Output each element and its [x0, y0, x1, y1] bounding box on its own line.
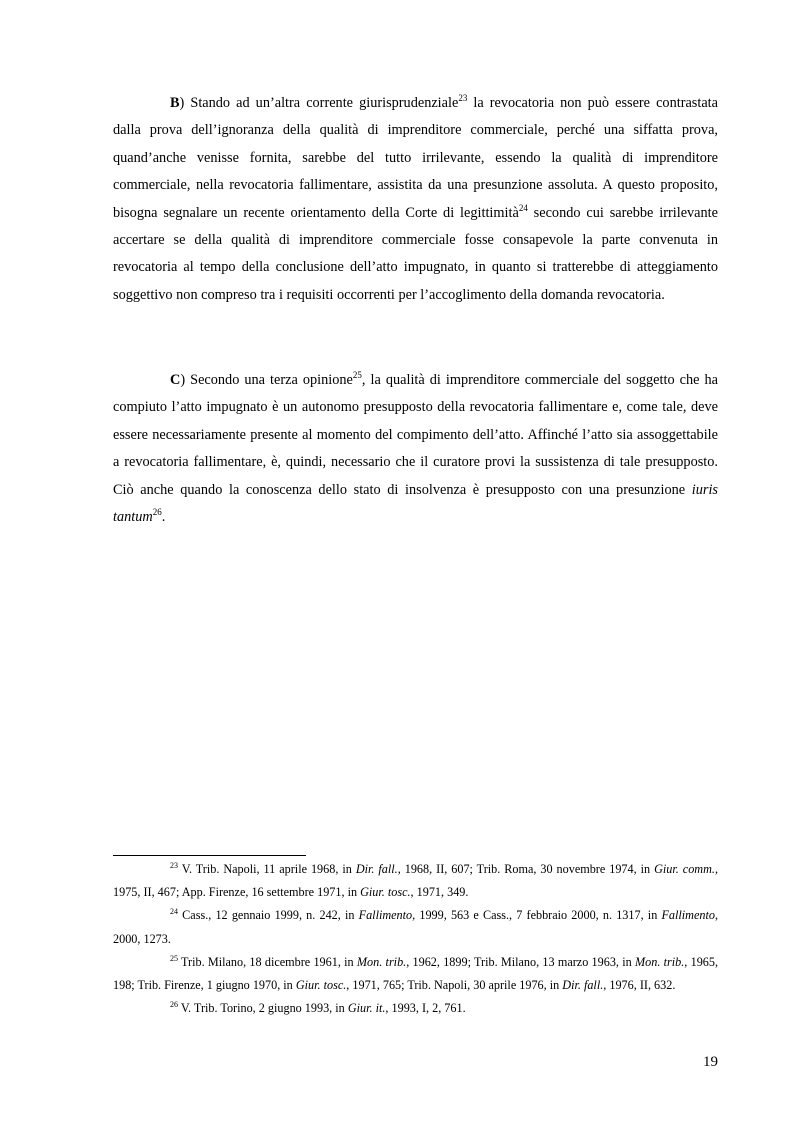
paragraph-b	[113, 90, 718, 309]
paragraph-c-text-1: ) Secondo una terza opinione	[180, 372, 353, 388]
footnote-text: , 1968, II, 607; Trib. Roma, 30 novembre 1974, in	[397, 862, 655, 876]
footnote-text: Trib. Milano, 18 dicembre 1961, in	[178, 954, 357, 969]
footnote-text: , 1962, 1899; Trib. Milano, 13 marzo 1963, in	[406, 954, 635, 969]
paragraph-c-text	[113, 367, 718, 531]
footnote-separator	[113, 855, 306, 856]
paragraph-c-italic: iuris tantum	[113, 481, 718, 526]
footnote-text: , 1999, 563 e Cass., 7 febbraio 2000, n. 1317, in	[412, 908, 662, 923]
paragraph-c-text-3: .	[161, 509, 166, 526]
footnote-number: 23	[170, 861, 178, 870]
footnote-26	[113, 997, 718, 1020]
footnote-italic: Giur. comm.	[654, 862, 715, 876]
footnote-text: V. Trib. Torino, 2 giugno 1993, in	[178, 1001, 348, 1016]
paragraph-c	[113, 367, 718, 531]
footnote-23	[113, 858, 718, 904]
paragraph-c-label: C	[170, 372, 181, 388]
footnote-text: , 1975, II, 467; App. Firenze, 16 settembre 1971, in	[113, 862, 718, 900]
footnote-24	[113, 904, 718, 950]
footnote-number: 26	[170, 1000, 178, 1010]
footnote-text: , 2000, 1273.	[113, 908, 718, 946]
page-number: 19	[703, 1054, 718, 1070]
footnote-italic: Dir. fall.	[355, 862, 398, 876]
footnote-italic: Mon. trib.	[634, 954, 685, 969]
footnote-text: V. Trib. Napoli, 11 aprile 1968, in	[178, 862, 356, 876]
footnote-italic: Giur. it.	[347, 1001, 386, 1016]
footnote-italic: Dir. fall.	[562, 978, 604, 993]
footnote-25	[113, 951, 718, 997]
footnotes	[113, 858, 718, 1020]
footnote-text: , 1976, II, 632.	[603, 978, 676, 993]
footnote-italic: Giur. tosc.	[295, 978, 347, 993]
footnote-ref-26[interactable]: 26	[152, 507, 162, 518]
footnote-text: , 1965, 198; Trib. Firenze, 1 giugno 1970, in	[113, 954, 719, 993]
footnote-text: , 1971, 765; Trib. Napoli, 30 aprile 1976, in	[346, 978, 563, 993]
footnote-ref-23[interactable]: 23	[458, 93, 468, 103]
footnote-italic: Fallimento	[661, 908, 715, 923]
footnote-italic: Giur. tosc.	[360, 885, 411, 900]
paragraph-b-label: B	[170, 95, 180, 111]
footnote-italic: Fallimento	[358, 908, 413, 923]
paragraph-b-text-3: secondo cui sarebbe irrilevante accertare se della qualità di imprenditore commerciale fosse consapevole la parte convenuta in revocatoria al tempo della conclusione dell’atto impugnato, in quanto si tratterebbe di atteggiamento soggettivo non compreso tra i requisiti occorrenti per l’accoglimento della domanda revocatoria.	[113, 204, 718, 303]
footnote-ref-24[interactable]: 24	[518, 202, 528, 213]
footnote-italic: Mon. trib.	[356, 954, 407, 969]
footnote-ref-25[interactable]: 25	[352, 370, 362, 380]
footnote-text: , 1971, 349.	[410, 885, 469, 900]
footnote-text: Cass., 12 gennaio 1999, n. 242, in	[178, 908, 359, 923]
footnote-text: , 1993, I, 2, 761.	[385, 1001, 466, 1016]
paragraph-c-text-2: , la qualità di imprenditore commerciale del soggetto che ha compiuto l’atto impugnato è un autonomo presupposto della revocatoria fallimentare e, come tale, deve essere necessariamente presente al momento del compimento dell’atto. Affinché l’atto sia assoggettabile a revocatoria fallimentare, è, quindi, necessario che il curatore provi la sussistenza di tale presupposto. Ciò anche quando la conoscenza dello stato di insolvenza è presupposto con una presunzione	[113, 372, 718, 498]
footnote-number: 25	[170, 953, 178, 963]
paragraph-b-text-1: ) Stando ad un’altra corrente giurisprudenziale	[179, 95, 459, 111]
footnote-number: 24	[170, 907, 178, 917]
paragraph-b-text-2: la revocatoria non può essere contrastata dalla prova dell’ignoranza della qualità di imprenditore commerciale, perché una siffatta prova, quand’anche venisse fornita, sarebbe del tutto irrilevante, essendo la qualità di imprenditore commerciale, nella revocatoria fallimentare, assistita da una presunzione assoluta. A questo proposito, bisogna segnalare un recente orientamento della Corte di legittimità	[113, 95, 719, 221]
paragraph-b-text	[113, 90, 718, 309]
